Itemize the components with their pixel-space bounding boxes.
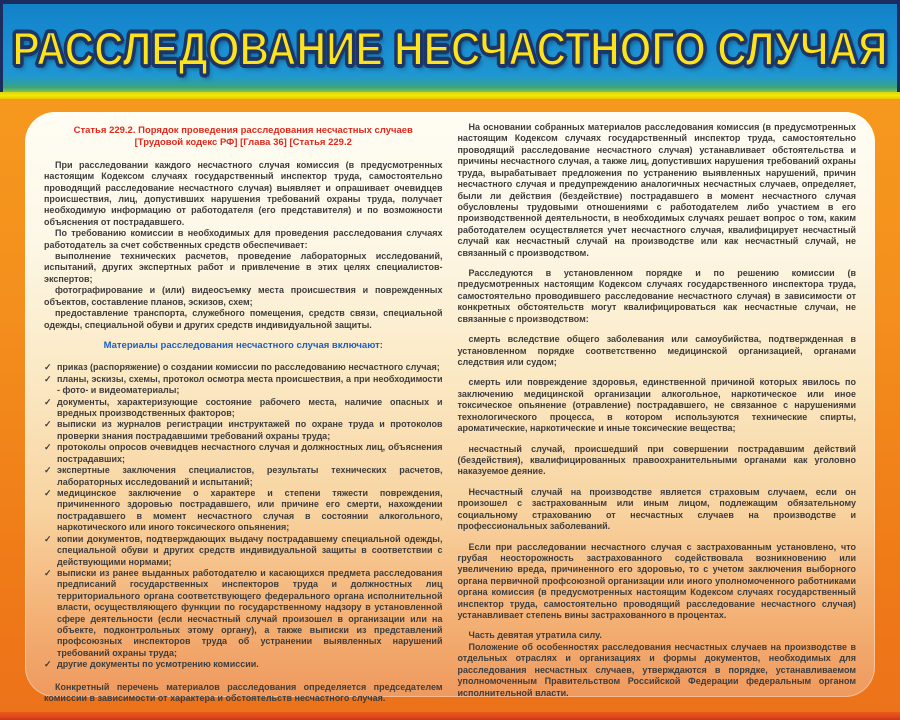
check-icon: ✓: [44, 396, 52, 407]
paragraph: смерть вследствие общего заболевания или самоубийства, подтвержденная в установленном порядке соответственно медицинской организацией, органами следствия или судом;: [457, 334, 856, 368]
checklist-item-text: документы, характеризующие состояние рабочего места, наличие опасных и вредных производственных факторов;: [57, 396, 443, 419]
checklist-item: [44, 362, 443, 373]
paragraph: несчастный случай, происшедший при совершении пострадавшим действий (бездействия), квалифицированных правоохранительными органами как уголовно наказуемое деяние.: [457, 443, 856, 477]
paragraph: смерть или повреждение здоровья, единственной причиной которых явилось по заключению медицинской организации алкогольное, наркотическое или иное токсическое опьянение (отравление) пострадавшего, не связанное с нарушениями технологического процесса, в котором используются технические спирты, ароматические, наркотические и иные токсические вещества;: [457, 377, 856, 434]
article-heading-line1: Статья 229.2. Порядок проведения расследования несчастных случаев: [73, 125, 413, 136]
article-heading-line2: [Трудовой кодекс РФ] [Глава 36] [Статья 229.2: [134, 137, 352, 149]
paragraph: Если при расследовании несчастного случая с застрахованным установлено, что грубая неосторожность застрахованного содействовала возникновению или увеличению вреда, причиненного его здоровью, то с учетом заключения выборного органа первичной профсоюзной организации или иного уполномоченного работниками органа комиссия (в предусмотренных настоящим Кодексом случаях государственный инспектор труда, самостоятельно проводящий расследование несчастного случая) устанавливает степень вины застрахованного в процентах.: [457, 541, 856, 621]
paragraph: Расследуются в установленном порядке и по решению комиссии (в предусмотренных настоящим Кодексом случаях государственного инспектора труда, самостоятельно проводившего расследование несчастного случая) в зависимости от конкретных обстоятельств могут квалифицироваться как несчастные случаи, не связанные с производством:: [457, 268, 856, 324]
paragraph: По требованию комиссии в необходимых для проведения расследования случаях работодатель за счет собственных средств обеспечивает:: [44, 228, 443, 250]
materials-subheading: Материалы расследования несчастного случая включают:: [103, 340, 383, 352]
checklist-item-text: копии документов, подтверждающих выдачу пострадавшему специальной одежды, специальной обуви и других средств индивидуальной защиты в соответствии с действующими нормами;: [57, 533, 443, 567]
paragraph: Часть девятая утратила силу.: [468, 630, 602, 641]
checklist-item-text: выписки из ранее выданных работодателю и касающихся предмета расследования предписаний государственных инспекторов труда и должностных лиц территориального органа соответствующего федерального органа исполнительной власти, осуществляющего функции по государственному надзору в установленной сфере деятельности (если несчастный случай произошел в организации или на объекте, подконтрольных этому органу), а также выписки из представлений профсоюзных инспекторов труда об устранении выявленных нарушений требований охраны труда;: [57, 567, 443, 658]
checklist-item: [44, 374, 443, 397]
checklist-item-text: другие документы по усмотрению комиссии.: [57, 659, 259, 670]
right-column: [457, 122, 857, 698]
check-icon: ✓: [44, 659, 52, 670]
header-banner: [0, 0, 900, 92]
check-icon: ✓: [44, 442, 52, 453]
checklist-item: [44, 442, 443, 465]
paragraph: фотографирование и (или) видеосъемку места происшествия и поврежденных объектов, составление планов, эскизов, схем;: [44, 285, 443, 307]
checklist-item: [44, 419, 443, 442]
paragraph: Несчастный случай на производстве является страховым случаем, если он произошел с застрахованным или иным лицом, подлежащим обязательному социальному страхованию от несчастных случаев на производстве и профессиональных заболеваний.: [457, 486, 856, 532]
check-icon: ✓: [44, 465, 52, 476]
bottom-stripe: [0, 712, 900, 720]
checklist-item-text: экспертные заключения специалистов, результаты технических расчетов, лабораторных исследований и испытаний;: [57, 465, 443, 487]
paragraph: Положение об особенностях расследования несчастных случаев на производстве в отдельных отраслях и организациях и формы документов, необходимых для расследования несчастных случаев, утверждаются в порядке, устанавливаемом уполномоченным Правительством Российской Федерации федеральным органом исполнительной власти.: [457, 641, 856, 698]
materials-checklist: [44, 362, 443, 670]
checklist-item: [44, 534, 443, 568]
checklist-item-text: планы, эскизы, схемы, протокол осмотра места происшествия, а при необходимости - фото- и видеоматериалы;: [57, 373, 443, 396]
checklist-item: [44, 568, 443, 659]
checklist-item-text: выписки из журналов регистрации инструктажей по охране труда и протоколов проверки знания пострадавшими требований охраны труда;: [57, 419, 443, 441]
page-title: РАССЛЕДОВАНИЕ НЕСЧАСТНОГО СЛУЧАЯ: [12, 21, 888, 75]
checklist-item: [44, 659, 443, 670]
left-column: [44, 122, 443, 704]
checklist-item: [44, 397, 443, 420]
closing-paragraph: Конкретный перечень материалов расследования определяется председателем комиссии в зависимости от характера и обстоятельств несчастного случая.: [44, 681, 443, 704]
paragraph: На основании собранных материалов расследования комиссия (в предусмотренных настоящим Кодексом случаях государственный инспектор труда, самостоятельно проводящий расследование несчастного случая) устанавливает обстоятельства и причины несчастного случая, а также лиц, допустивших нарушения требований охраны труда, вырабатывает предложения по устранению выявленных нарушений, причин несчастного случая и предупреждению аналогичных несчастных случаев, определяет, были ли действия (бездействие) пострадавшего в момент несчастного случая обусловлены трудовыми отношениями с работодателем либо участием в его производственной деятельности, в необходимых случаях решает вопрос о том, каким работодателем осуществляется учет несчастного случая, квалифицирует несчастный случай как несчастный случай на производстве или как несчастный случай, не связанный с производством.: [457, 122, 856, 258]
paragraph: При расследовании каждого несчастного случая комиссия (в предусмотренных настоящим Кодексом случаях государственный инспектор труда, самостоятельно проводящий расследование несчастного случая) выявляет и опрашивает очевидцев происшествия, лиц, допустивших нарушения требований охраны труда, получает необходимую информацию от работодателя (его представителя) и по возможности объяснения от пострадавшего.: [44, 159, 443, 227]
content-panel: [25, 112, 875, 704]
yellow-stripe: [0, 92, 900, 99]
article-heading: [50, 125, 437, 150]
check-icon: ✓: [44, 488, 52, 498]
check-icon: ✓: [44, 373, 52, 384]
paragraph: предоставление транспорта, служебного помещения, средств связи, специальной одежды, специальной обуви и других средств индивидуальной защиты.: [44, 308, 443, 330]
checklist-item-text: медицинское заключение о характере и степени тяжести повреждения, причиненного здоровью пострадавшего, или причине его смерти, нахождении пострадавшего в момент несчастного случая в состоянии алкогольного, наркотического или иного токсического опьянения;: [57, 488, 443, 533]
checklist-item-text: протоколы опросов очевидцев несчастного случая и должностных лиц, объяснения пострадавших;: [57, 442, 443, 464]
check-icon: ✓: [44, 567, 52, 578]
checklist-item: [44, 488, 443, 534]
left-paragraphs: [44, 160, 443, 331]
check-icon: ✓: [44, 419, 52, 430]
checklist-item-text: приказ (распоряжение) о создании комиссии по расследованию несчастного случая;: [57, 362, 440, 373]
checklist-item: [44, 465, 443, 488]
check-icon: ✓: [44, 362, 52, 373]
paragraph: выполнение технических расчетов, проведение лабораторных исследований, испытаний, других экспертных работ и привлечение в этих целях специалистов-экспертов;: [44, 251, 443, 284]
check-icon: ✓: [44, 533, 52, 544]
